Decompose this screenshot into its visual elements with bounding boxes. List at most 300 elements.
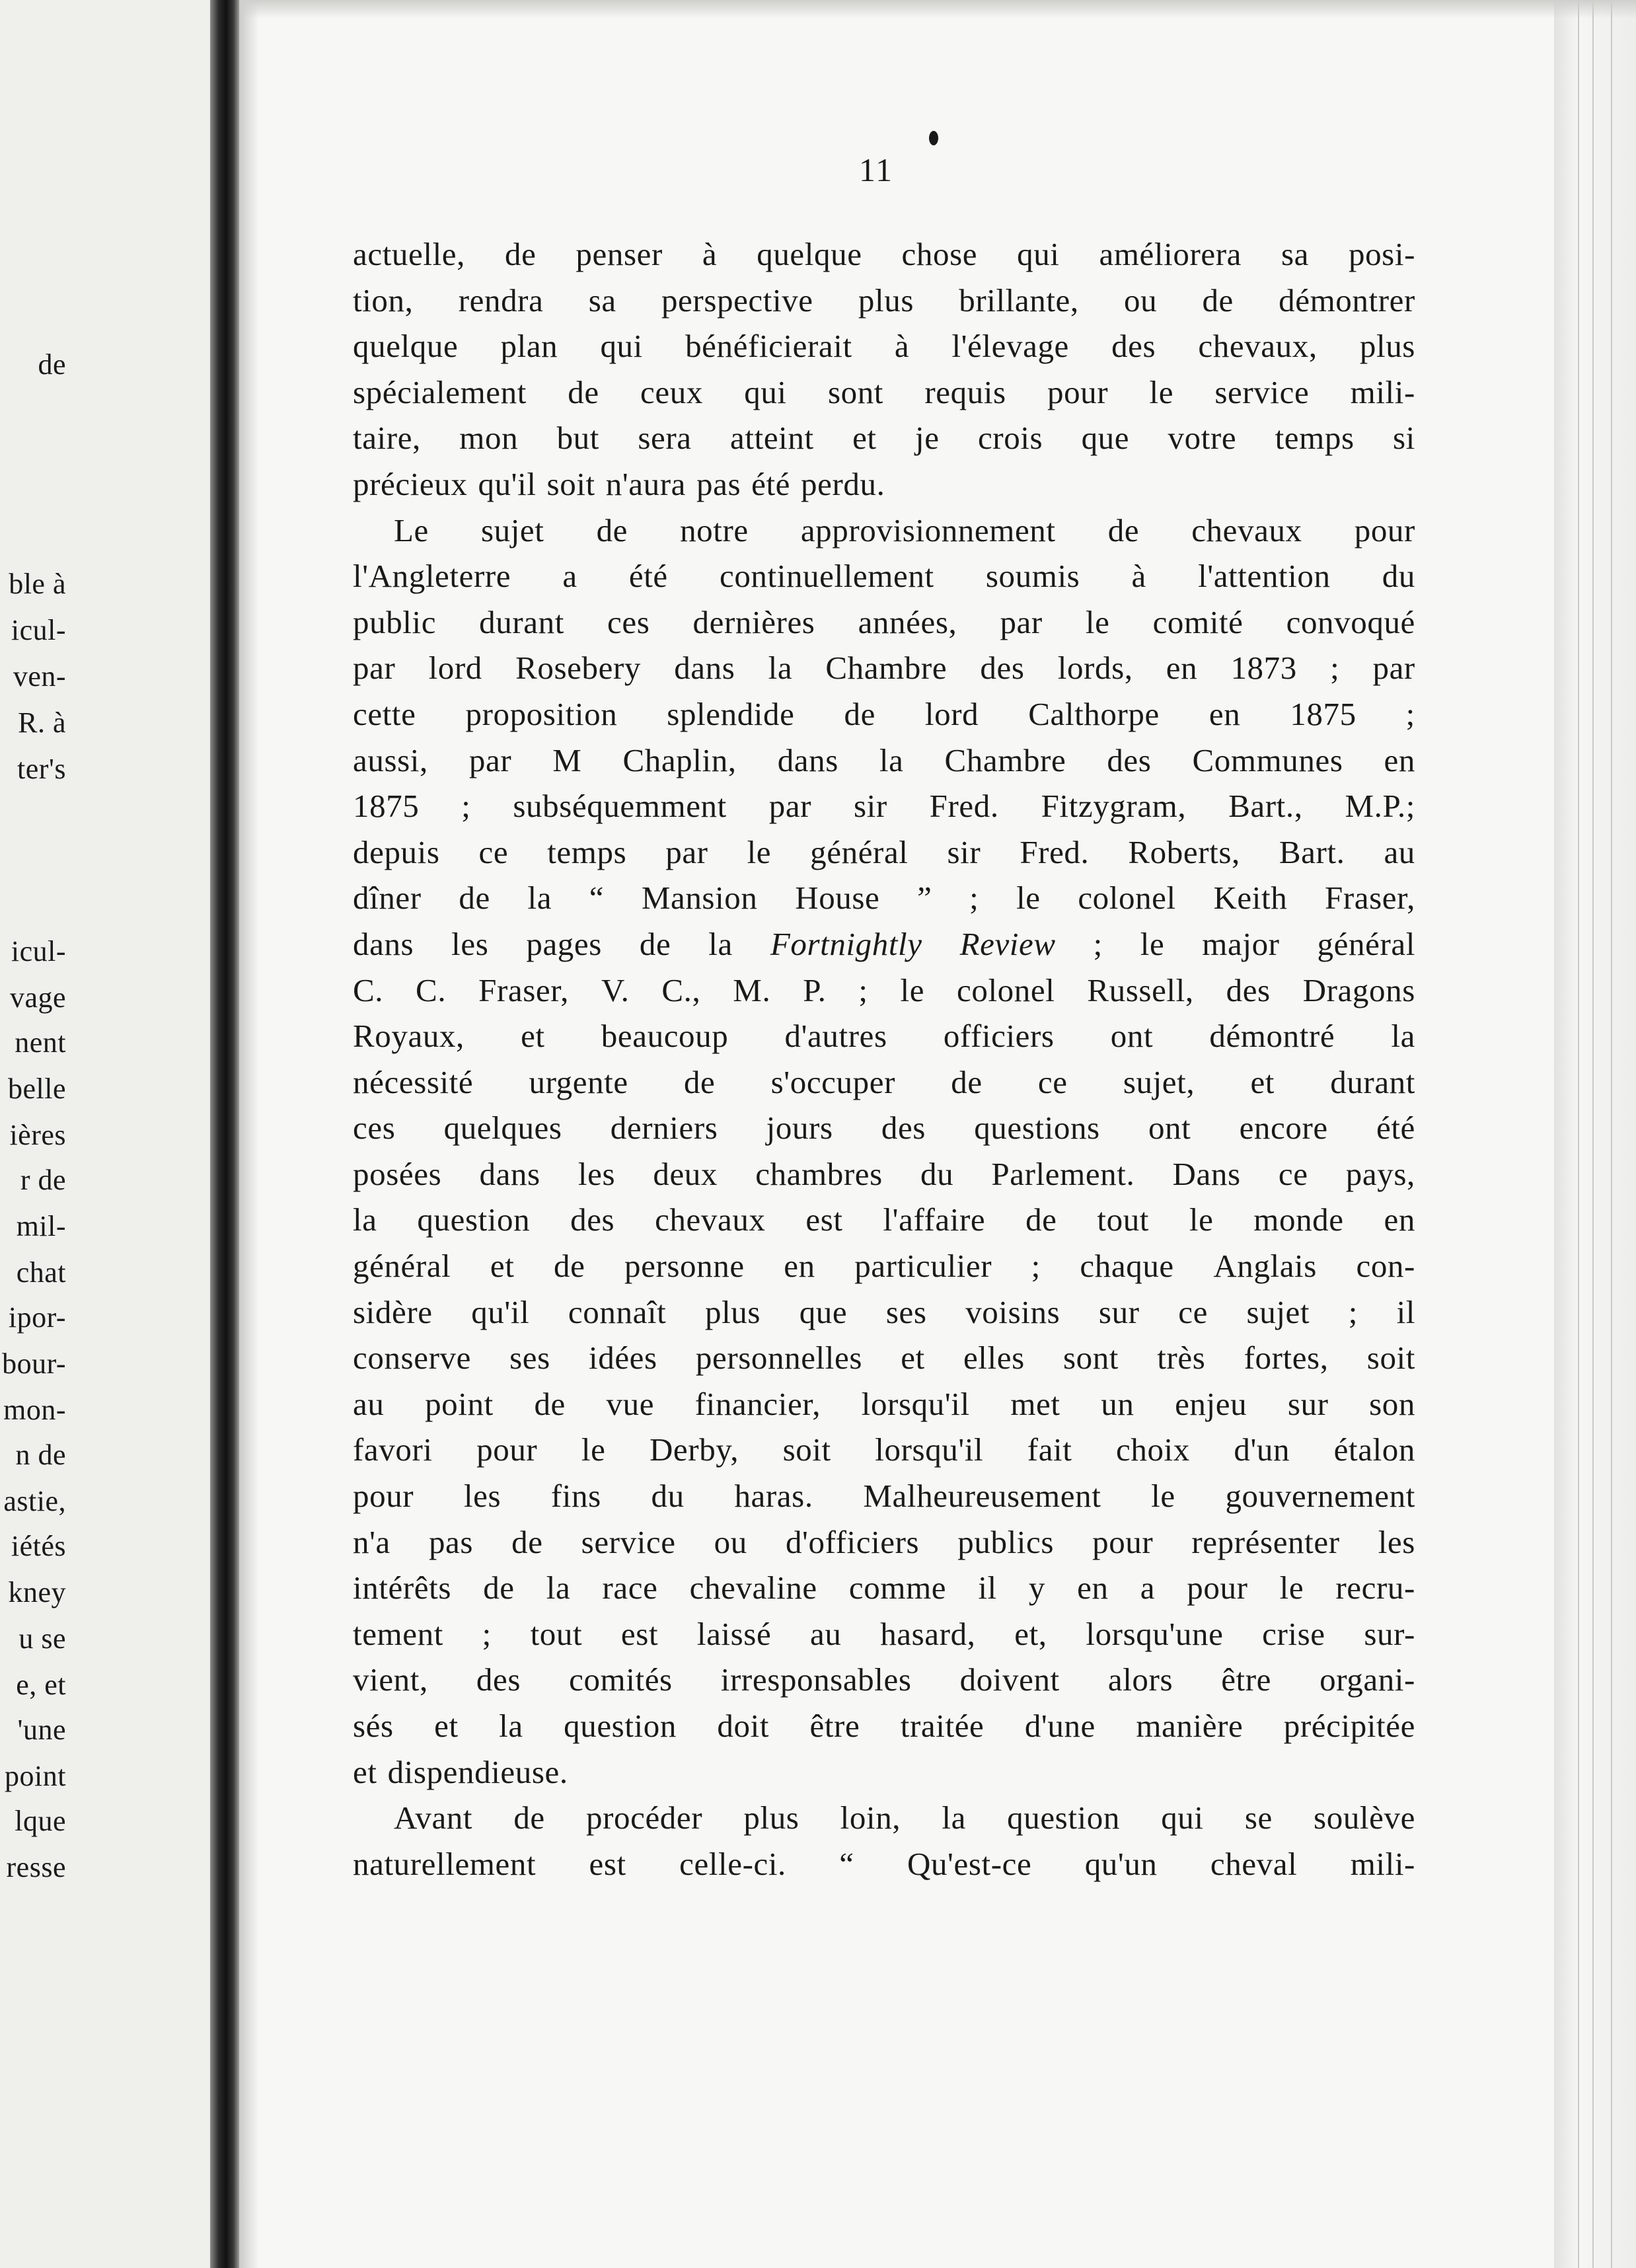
word: colonel bbox=[1078, 880, 1176, 917]
word: C., bbox=[661, 971, 701, 1008]
word: comités bbox=[569, 1661, 673, 1698]
word: a bbox=[1140, 1569, 1156, 1606]
text-line bbox=[353, 1243, 1415, 1289]
word: deux bbox=[653, 1155, 718, 1192]
word: ; bbox=[482, 1615, 492, 1652]
word: Keith bbox=[1213, 880, 1288, 917]
word: personne bbox=[624, 1248, 745, 1285]
word: que bbox=[1081, 420, 1130, 457]
word: conserve bbox=[353, 1340, 471, 1377]
left-page-line: mon- bbox=[3, 1394, 66, 1426]
word: but bbox=[556, 420, 599, 457]
word: requis bbox=[924, 373, 1006, 410]
word: et, bbox=[1014, 1615, 1047, 1652]
word: colonel bbox=[957, 971, 1055, 1008]
left-page-line: iétés bbox=[11, 1530, 66, 1562]
left-page-line: belle bbox=[7, 1073, 66, 1105]
word: enjeu bbox=[1175, 1385, 1247, 1422]
left-page-line: ble à bbox=[9, 568, 66, 600]
word: proposition bbox=[465, 695, 618, 732]
left-page-line: mil- bbox=[16, 1210, 66, 1242]
word: qui bbox=[1017, 236, 1060, 272]
word: la bbox=[353, 1201, 377, 1238]
word: fait bbox=[1027, 1431, 1072, 1468]
word: question bbox=[564, 1708, 677, 1744]
word: tout bbox=[1097, 1201, 1150, 1238]
word: doit bbox=[717, 1708, 770, 1744]
word: plus bbox=[858, 282, 914, 319]
word: et bbox=[521, 1018, 545, 1055]
word: par bbox=[1000, 603, 1043, 640]
word: sa bbox=[1281, 236, 1309, 272]
text-line bbox=[353, 231, 1415, 278]
word: chaque bbox=[1080, 1248, 1174, 1285]
word: soit bbox=[1366, 1340, 1415, 1377]
word: connaît bbox=[568, 1293, 667, 1330]
word: tout bbox=[530, 1615, 583, 1652]
word: lorsqu'une bbox=[1086, 1615, 1224, 1652]
word: 1873 bbox=[1230, 650, 1297, 687]
word: Chambre bbox=[825, 650, 948, 687]
word: ces bbox=[607, 603, 650, 640]
word: je bbox=[915, 420, 940, 457]
ink-spot bbox=[929, 131, 938, 145]
word: choix bbox=[1116, 1431, 1190, 1468]
word: House bbox=[795, 880, 880, 917]
text-line bbox=[353, 323, 1415, 369]
word: précipitée bbox=[1283, 1708, 1415, 1744]
word: soumis bbox=[985, 558, 1080, 595]
word: “ bbox=[839, 1845, 854, 1882]
edge-line bbox=[1611, 0, 1612, 2268]
word: comité bbox=[1152, 603, 1244, 640]
word: dîner bbox=[353, 880, 422, 917]
text-line bbox=[353, 1795, 1415, 1841]
word: en bbox=[1166, 650, 1198, 687]
word: aussi, bbox=[353, 741, 428, 778]
word: qu'un bbox=[1084, 1845, 1158, 1882]
word: P. bbox=[803, 971, 827, 1008]
word: mon bbox=[459, 420, 519, 457]
word: des bbox=[980, 650, 1025, 687]
word: général bbox=[810, 833, 909, 870]
word: V. bbox=[601, 971, 630, 1008]
word: con- bbox=[1356, 1248, 1415, 1285]
word: par bbox=[665, 833, 708, 870]
word: gouvernement bbox=[1225, 1478, 1415, 1515]
word: Dans bbox=[1172, 1155, 1241, 1192]
word: quelque bbox=[353, 328, 459, 365]
left-page-text bbox=[0, 0, 198, 2268]
word: pas bbox=[696, 465, 741, 502]
word: le bbox=[747, 833, 772, 870]
word: quelque bbox=[757, 236, 862, 272]
word: taire, bbox=[353, 420, 421, 457]
word: recru- bbox=[1335, 1569, 1415, 1606]
text-line bbox=[353, 553, 1415, 599]
word: tion, bbox=[353, 282, 414, 319]
word: du bbox=[651, 1478, 685, 1515]
word: l'Angleterre bbox=[353, 558, 511, 595]
word: Fred. bbox=[1020, 833, 1090, 870]
word: sir bbox=[947, 833, 981, 870]
word: à bbox=[894, 328, 910, 365]
word: il bbox=[1396, 1293, 1415, 1330]
text-line bbox=[353, 1427, 1415, 1473]
word: les bbox=[1378, 1523, 1415, 1560]
word: Chambre bbox=[944, 741, 1066, 778]
word: ; bbox=[1405, 695, 1415, 732]
word: splendide bbox=[667, 695, 795, 732]
word: pas bbox=[428, 1523, 474, 1560]
word: jours bbox=[766, 1110, 833, 1147]
word: les bbox=[577, 1155, 616, 1192]
word: améliorera bbox=[1099, 236, 1242, 272]
word: 1875 bbox=[1290, 695, 1357, 732]
word: ces bbox=[353, 1110, 396, 1147]
text-line bbox=[353, 829, 1415, 876]
word: question bbox=[417, 1201, 531, 1238]
word: et bbox=[434, 1708, 459, 1744]
left-page-line: 'une bbox=[17, 1714, 66, 1746]
word: être bbox=[809, 1708, 860, 1744]
left-page-line: R. à bbox=[18, 706, 66, 739]
word: et bbox=[901, 1340, 925, 1377]
word: le bbox=[900, 971, 925, 1008]
text-line bbox=[353, 508, 1415, 554]
word: en bbox=[1208, 695, 1241, 732]
word: laissé bbox=[696, 1615, 772, 1652]
word: dans bbox=[479, 1155, 540, 1192]
text-line bbox=[353, 967, 1415, 1014]
word: pages bbox=[526, 925, 602, 962]
word: par bbox=[1372, 650, 1415, 687]
word: la bbox=[708, 925, 733, 962]
word: n'a bbox=[353, 1523, 390, 1560]
word: monde bbox=[1253, 1201, 1344, 1238]
word: de bbox=[483, 1569, 515, 1606]
word: posi- bbox=[1348, 236, 1415, 272]
word: perdu. bbox=[801, 465, 885, 502]
word: temps bbox=[1275, 420, 1355, 457]
word: met bbox=[1010, 1385, 1060, 1422]
word: de bbox=[639, 925, 671, 962]
word: de bbox=[534, 1385, 566, 1422]
edge-line bbox=[1578, 0, 1579, 2268]
text-line bbox=[353, 1289, 1415, 1336]
word: le bbox=[1016, 880, 1041, 917]
book-gutter bbox=[210, 0, 239, 2268]
word: été bbox=[1376, 1110, 1415, 1147]
word: soit bbox=[546, 465, 595, 502]
word: l'affaire bbox=[883, 1201, 986, 1238]
word: idées bbox=[589, 1340, 657, 1377]
text-line bbox=[353, 691, 1415, 737]
word: ce bbox=[1278, 1155, 1308, 1192]
word: de bbox=[459, 880, 490, 917]
word: sont bbox=[1062, 1340, 1119, 1377]
word: la bbox=[768, 650, 793, 687]
left-page-line: e, et bbox=[16, 1669, 66, 1701]
top-edge bbox=[239, 0, 1636, 19]
word: plus bbox=[1359, 328, 1415, 365]
word: depuis bbox=[353, 833, 440, 870]
word: derniers bbox=[610, 1110, 718, 1147]
word: traitée bbox=[900, 1708, 985, 1744]
word: Chaplin, bbox=[622, 741, 737, 778]
word: actuelle, bbox=[353, 236, 465, 272]
word: ” bbox=[917, 880, 932, 917]
left-page-line: nent bbox=[15, 1026, 66, 1059]
word: service bbox=[581, 1523, 676, 1560]
left-page-line: ières bbox=[9, 1119, 66, 1151]
left-page-line: lque bbox=[15, 1805, 66, 1837]
word: service bbox=[1214, 373, 1310, 410]
word: manière bbox=[1136, 1708, 1244, 1744]
word: lord bbox=[924, 695, 979, 732]
word: cheval bbox=[1210, 1845, 1298, 1882]
word: pour bbox=[1354, 511, 1415, 548]
word: Dragons bbox=[1302, 971, 1415, 1008]
word: durant bbox=[479, 603, 564, 640]
word: irresponsables bbox=[720, 1661, 912, 1698]
word: sera bbox=[638, 420, 692, 457]
word: de bbox=[596, 511, 628, 548]
word: fins bbox=[550, 1478, 601, 1515]
word: sir bbox=[853, 788, 887, 825]
word: chevaux bbox=[655, 1201, 766, 1238]
word: chevaux, bbox=[1198, 328, 1318, 365]
word: la bbox=[1391, 1018, 1415, 1055]
left-page-line: de bbox=[38, 348, 66, 381]
word: au bbox=[810, 1615, 842, 1652]
word: ; bbox=[969, 880, 979, 917]
word: pays, bbox=[1345, 1155, 1415, 1192]
left-page-line: vage bbox=[9, 981, 66, 1014]
word: chevaline bbox=[689, 1569, 817, 1606]
text-line bbox=[353, 1335, 1415, 1381]
word: démontré bbox=[1209, 1018, 1335, 1055]
word: d'un bbox=[1234, 1431, 1290, 1468]
word: qui bbox=[1161, 1799, 1204, 1836]
text-line bbox=[353, 1105, 1415, 1151]
text-line bbox=[353, 1841, 1415, 1887]
word: question bbox=[1007, 1799, 1120, 1836]
word: en bbox=[1384, 741, 1415, 778]
word: C. bbox=[353, 971, 384, 1008]
word: de bbox=[951, 1063, 983, 1100]
word: Le bbox=[394, 511, 429, 548]
word: major bbox=[1202, 925, 1280, 962]
word: hasard, bbox=[880, 1615, 976, 1652]
word: l'élevage bbox=[951, 328, 1069, 365]
word: dans bbox=[777, 741, 838, 778]
word: de bbox=[511, 1523, 543, 1560]
word: point bbox=[425, 1385, 494, 1422]
left-page-line: n de bbox=[15, 1439, 66, 1471]
word: y bbox=[1028, 1569, 1046, 1606]
word: général bbox=[1317, 925, 1415, 962]
text-line bbox=[353, 921, 1415, 967]
text-line bbox=[353, 461, 1415, 508]
word: lorsqu'il bbox=[875, 1431, 984, 1468]
word: soit bbox=[782, 1431, 831, 1468]
word: personnelles bbox=[695, 1340, 863, 1377]
word: précieux bbox=[353, 465, 468, 502]
word: le bbox=[581, 1431, 606, 1468]
word: nécessité bbox=[353, 1063, 474, 1100]
word: bénéficierait bbox=[685, 328, 852, 365]
word: dispendieuse. bbox=[387, 1753, 568, 1790]
word: qu'il bbox=[471, 1293, 530, 1330]
left-page-line: kney bbox=[8, 1576, 66, 1608]
word: ; bbox=[1093, 925, 1103, 962]
word: à bbox=[702, 236, 718, 272]
word: Avant bbox=[394, 1799, 473, 1836]
word: en bbox=[1077, 1569, 1109, 1606]
word: de bbox=[683, 1063, 716, 1100]
word: financier, bbox=[694, 1385, 821, 1422]
word: ; bbox=[1348, 1293, 1358, 1330]
word: pour bbox=[1092, 1523, 1154, 1560]
word: le bbox=[1140, 925, 1165, 962]
left-page-line: ven- bbox=[13, 660, 66, 693]
word: Royaux, bbox=[353, 1018, 465, 1055]
left-page-line: point bbox=[5, 1760, 66, 1792]
word: en bbox=[1384, 1201, 1415, 1238]
word: haras. bbox=[734, 1478, 813, 1515]
gutter-shadow bbox=[239, 0, 259, 2268]
word: posées bbox=[353, 1155, 442, 1192]
word: encore bbox=[1239, 1110, 1328, 1147]
word: être bbox=[1221, 1661, 1272, 1698]
word: chose bbox=[901, 236, 978, 272]
word: sur bbox=[1098, 1293, 1140, 1330]
word: Review bbox=[959, 925, 1056, 962]
word: de bbox=[513, 1799, 545, 1836]
word: mili- bbox=[1350, 1845, 1415, 1882]
text-line bbox=[353, 783, 1415, 829]
word: 1875 bbox=[353, 788, 420, 825]
word: Anglais bbox=[1213, 1248, 1317, 1285]
word: et bbox=[353, 1753, 377, 1790]
word: quelques bbox=[443, 1110, 562, 1147]
word: naturellement bbox=[353, 1845, 537, 1882]
word: voisins bbox=[965, 1293, 1060, 1330]
word: sés bbox=[353, 1708, 394, 1744]
word: “ bbox=[589, 880, 605, 917]
word: a bbox=[562, 558, 577, 595]
word: publics bbox=[957, 1523, 1055, 1560]
word: lorsqu'il bbox=[861, 1385, 970, 1422]
word: les bbox=[451, 925, 489, 962]
word: particulier bbox=[854, 1248, 992, 1285]
word: d'autres bbox=[784, 1018, 887, 1055]
text-line bbox=[353, 369, 1415, 416]
body-text bbox=[353, 231, 1415, 1887]
word: étalon bbox=[1333, 1431, 1415, 1468]
word: lord bbox=[428, 650, 482, 687]
word: Mansion bbox=[641, 880, 758, 917]
word: si bbox=[1393, 420, 1415, 457]
word: ou bbox=[714, 1523, 747, 1560]
word: procéder bbox=[585, 1799, 703, 1836]
word: plus bbox=[743, 1799, 799, 1836]
word: à bbox=[1131, 558, 1146, 595]
word: sur bbox=[1287, 1385, 1329, 1422]
word: ou bbox=[1124, 282, 1158, 319]
word: par bbox=[768, 788, 812, 825]
word: des bbox=[1111, 328, 1156, 365]
word: sont bbox=[827, 373, 884, 410]
word: Calthorpe bbox=[1028, 695, 1160, 732]
page-number: 11 bbox=[859, 151, 894, 188]
word: C. bbox=[416, 971, 447, 1008]
word: Fortnightly bbox=[770, 925, 922, 962]
left-page-line: ter's bbox=[17, 753, 66, 785]
word: plus bbox=[704, 1293, 761, 1330]
word: tement bbox=[353, 1615, 443, 1652]
left-page-line: r de bbox=[20, 1164, 66, 1196]
word: est bbox=[589, 1845, 626, 1882]
word: le bbox=[1189, 1201, 1214, 1238]
word: qui bbox=[600, 328, 643, 365]
word: par bbox=[468, 741, 512, 778]
word: l'attention bbox=[1198, 558, 1331, 595]
word: doivent bbox=[959, 1661, 1060, 1698]
word: et bbox=[1250, 1063, 1275, 1100]
word: continuellement bbox=[719, 558, 934, 595]
word: très bbox=[1157, 1340, 1206, 1377]
word: il bbox=[978, 1569, 997, 1606]
word: sur- bbox=[1364, 1615, 1415, 1652]
word: questions bbox=[974, 1110, 1100, 1147]
word: celle-ci. bbox=[679, 1845, 786, 1882]
word: le bbox=[1279, 1569, 1304, 1606]
word: un bbox=[1101, 1385, 1134, 1422]
text-line bbox=[353, 737, 1415, 784]
word: d'officiers bbox=[785, 1523, 920, 1560]
left-page-line: ipor- bbox=[8, 1301, 66, 1334]
text-line bbox=[353, 1013, 1415, 1059]
word: brillante, bbox=[959, 282, 1079, 319]
word: approvisionnement bbox=[800, 511, 1056, 548]
word: temps bbox=[547, 833, 627, 870]
word: M.P.; bbox=[1345, 788, 1415, 825]
word: Roberts, bbox=[1128, 833, 1240, 870]
word: au bbox=[353, 1385, 385, 1422]
word: urgente bbox=[529, 1063, 628, 1100]
word: des bbox=[1226, 971, 1271, 1008]
word: le bbox=[1151, 1478, 1175, 1515]
word: Qu'est-ce bbox=[907, 1845, 1032, 1882]
word: alors bbox=[1107, 1661, 1173, 1698]
word: démontrer bbox=[1279, 282, 1415, 319]
word: Parlement. bbox=[991, 1155, 1135, 1192]
word: public bbox=[353, 603, 437, 640]
word: dans bbox=[674, 650, 735, 687]
word: ce bbox=[1178, 1293, 1208, 1330]
text-line bbox=[353, 1657, 1415, 1703]
word: Bart., bbox=[1228, 788, 1303, 825]
word: des bbox=[881, 1110, 926, 1147]
left-page-line: chat bbox=[16, 1256, 66, 1289]
word: ce bbox=[1037, 1063, 1068, 1100]
word: dans bbox=[353, 925, 414, 962]
word: est bbox=[620, 1615, 659, 1652]
word: est bbox=[805, 1201, 843, 1238]
word: été bbox=[628, 558, 668, 595]
